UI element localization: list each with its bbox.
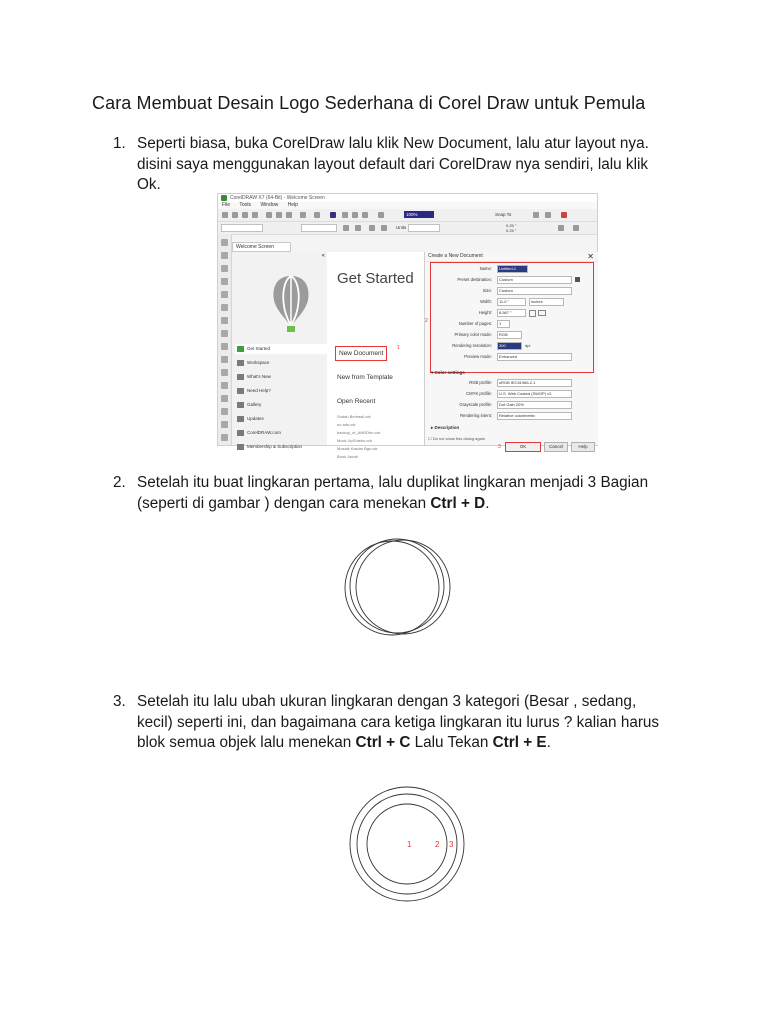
annotation-number-1: 1 (397, 345, 400, 351)
welcome-menu-label: Updates (247, 416, 264, 421)
new-icon[interactable] (222, 212, 228, 218)
welcome-menu-label: CorelDRAW.com (247, 430, 281, 435)
circle-3 (356, 540, 450, 634)
preview-mode-dropdown[interactable]: Enhanced (497, 353, 572, 361)
field-label: Preview mode: (464, 354, 492, 359)
annotation-number-3: 3 (498, 444, 501, 450)
field-label: Number of pages: (458, 321, 492, 326)
shape-tool-icon[interactable] (221, 252, 228, 259)
welcome-updates[interactable] (235, 414, 264, 424)
coreldraw-screenshot (217, 193, 598, 459)
pick-tool-icon[interactable] (573, 225, 579, 231)
recent-file[interactable]: backup_of_ANRDtm.cdr (337, 430, 381, 435)
menu-bar (218, 202, 597, 209)
welcome-menu-label: Workspace (247, 360, 270, 365)
field-width (425, 298, 595, 305)
document-title: Cara Membuat Desain Logo Sederhana di Corel Draw untuk Pemula (92, 93, 646, 113)
welcome-menu-label: What's New (247, 374, 271, 379)
freehand-tool-icon[interactable] (221, 291, 228, 298)
step-2-text (137, 473, 673, 514)
zoom-tool-icon[interactable] (221, 278, 228, 285)
concentric-circles-figure (350, 780, 470, 910)
resolution-input[interactable]: 300 (497, 342, 522, 350)
welcome-membership[interactable] (235, 442, 302, 452)
field-label: Rendering intent: (460, 413, 492, 418)
duplicate-distance[interactable]: 0.25 " (506, 228, 517, 233)
new-from-template-link[interactable]: New from Template (337, 374, 393, 381)
cut-icon[interactable] (266, 212, 272, 218)
step-1 (113, 134, 673, 196)
connector-tool-icon[interactable] (221, 382, 228, 389)
field-label: Name: (479, 266, 492, 271)
standard-toolbar (218, 209, 597, 222)
step-3-text (137, 692, 673, 754)
pages-input[interactable]: 1 (497, 320, 510, 328)
step-3 (113, 692, 673, 754)
welcome-coreldraw-com[interactable] (235, 428, 281, 438)
import-icon[interactable] (342, 212, 348, 218)
units-dropdown[interactable] (408, 224, 440, 232)
window-titlebar (218, 194, 597, 202)
ellipse-tool-icon[interactable] (221, 330, 228, 337)
menu-tools[interactable]: Tools (239, 202, 252, 208)
field-preset (425, 276, 595, 283)
paste-icon[interactable] (286, 212, 292, 218)
step-3-text-c: . (546, 734, 551, 751)
field-label: Height: (478, 310, 492, 315)
paper-size-dropdown[interactable] (221, 224, 263, 232)
step-2 (113, 473, 673, 514)
menu-file[interactable]: File (222, 202, 231, 208)
step-1-number: 1. (113, 135, 126, 152)
step-3-text-b: Lalu Tekan (410, 734, 493, 751)
step-3-text-a: Setelah itu lalu ubah ukuran lingkaran dengan 3 kategori (Besar , sedang, kecil) seperti ini, dan bagaimana cara ketiga lingkaran itu lurus ? kalian harus blok semua objek lalu menekan (137, 693, 660, 751)
circle-1 (345, 541, 439, 635)
field-label: RGB profile: (469, 380, 492, 385)
collapse-icon[interactable]: « (321, 253, 325, 259)
create-new-document-dialog (424, 252, 598, 450)
description-heading[interactable]: ▸ Description (431, 425, 460, 430)
field-pages (425, 320, 595, 327)
shortcut-ctrl-d: Ctrl + D (430, 494, 486, 512)
shortcut-ctrl-e: Ctrl + E (492, 734, 547, 751)
close-icon[interactable]: ✕ (587, 252, 594, 261)
coreldraw-logo-icon (221, 195, 227, 201)
size-dropdown[interactable]: Custom (497, 287, 572, 295)
recent-file[interactable]: Mock UpSuteko.cdr (337, 438, 372, 443)
label-1: 1 (407, 840, 412, 849)
dont-show-checkbox[interactable]: ☐ Do not show this dialog again (428, 436, 485, 441)
interactive-fill-icon[interactable] (221, 434, 228, 441)
page-dimensions[interactable] (301, 224, 337, 232)
menu-window[interactable]: Window (260, 202, 279, 208)
portrait-icon[interactable] (343, 225, 349, 231)
get-started-icon (237, 346, 244, 352)
polygon-tool-icon[interactable] (221, 343, 228, 350)
field-grayscale-profile (425, 401, 595, 408)
color-settings-heading[interactable]: ▾ Color settings (431, 370, 465, 375)
landscape-icon[interactable] (355, 225, 361, 231)
units-label: Units (396, 225, 407, 230)
snap-to-dropdown[interactable]: Snap To (495, 212, 512, 217)
options-icon[interactable] (533, 212, 539, 218)
whats-new-icon (237, 374, 244, 380)
label-2: 2 (435, 840, 440, 849)
launch-icon[interactable] (545, 212, 551, 218)
field-label: CMYK profile: (466, 391, 492, 396)
nudge-distance[interactable]: 0.25 " (506, 223, 517, 228)
welcome-sidebar (232, 252, 327, 449)
section-label: Description (434, 425, 460, 430)
step-2-number: 2. (113, 474, 126, 491)
new-document-link[interactable]: New Document (335, 346, 387, 361)
height-input[interactable]: 8.567 " (497, 309, 526, 317)
save-preset-icon[interactable] (575, 277, 580, 282)
coreldraw-com-icon (237, 430, 244, 436)
artistic-media-icon[interactable] (221, 304, 228, 311)
zoom-level[interactable]: 100% (404, 211, 434, 218)
duplicated-circles-figure (335, 528, 465, 648)
property-bar (218, 222, 597, 235)
welcome-get-started[interactable] (235, 344, 332, 354)
open-recent-heading: Open Recent (337, 398, 376, 405)
recent-file[interactable]: no ads.cdr (337, 422, 356, 427)
help-icon (237, 388, 244, 394)
all-pages-icon[interactable] (369, 225, 375, 231)
drop-shadow-icon[interactable] (221, 395, 228, 402)
recent-file[interactable]: Book Jacob (337, 454, 358, 459)
field-height (425, 309, 595, 316)
field-label: Size: (482, 288, 492, 293)
units-select[interactable]: inches (529, 298, 564, 306)
field-preview (425, 353, 595, 360)
tab-welcome-screen[interactable]: Welcome Screen (232, 242, 291, 252)
recent-file[interactable]: Sudah Berhasil.cdr (337, 414, 371, 419)
window-title: CorelDRAW X7 (64-Bit) - Welcome Screen (230, 195, 325, 201)
field-label: Primary color mode: (454, 332, 492, 337)
field-name (425, 265, 595, 272)
field-rgb-profile (425, 379, 595, 386)
help-button[interactable]: Help (571, 442, 595, 452)
pick-tool-icon[interactable] (221, 239, 228, 246)
welcome-need-help[interactable] (235, 386, 271, 396)
rendering-intent-dropdown[interactable]: Relative colorimetric (497, 412, 572, 420)
field-label: Grayscale profile: (459, 402, 492, 407)
print-icon[interactable] (252, 212, 258, 218)
welcome-whats-new[interactable] (235, 372, 271, 382)
coreldraw-icon[interactable] (561, 212, 567, 218)
copy-icon[interactable] (276, 212, 282, 218)
welcome-gallery[interactable] (235, 400, 261, 410)
crop-tool-icon[interactable] (221, 265, 228, 272)
field-label: Rendering resolution: (452, 343, 492, 348)
gallery-icon (237, 402, 244, 408)
balloon-logo-icon (270, 274, 312, 336)
label-3: 3 (449, 840, 454, 849)
grayscale-profile-dropdown[interactable]: Dot Gain 20% (497, 401, 572, 409)
step-1-text: Seperti biasa, buka CorelDraw lalu klik New Document, lalu atur layout nya. disini saya menggunakan layout default dari CorelDraw nya sendiri, lalu klik Ok. (137, 135, 649, 193)
preset-dropdown[interactable]: Custom (497, 276, 572, 284)
search-content-icon[interactable] (330, 212, 336, 218)
redo-icon[interactable] (314, 212, 320, 218)
step-2-text-b: . (485, 494, 490, 512)
step-2-text-a: Setelah itu buat lingkaran pertama, lalu duplikat lingkaran menjadi 3 Bagian (seperti di gambar ) dengan cara menekan (137, 474, 649, 512)
recent-file[interactable]: Mosaik Kasian Bgs.cdr (337, 446, 378, 451)
field-rendering-intent (425, 412, 595, 419)
name-input[interactable]: Untitled-1 (497, 265, 528, 273)
field-size (425, 287, 595, 294)
rgb-profile-dropdown[interactable]: sRGB IEC61966-2.1 (497, 379, 572, 387)
dpi-label: dpi (525, 343, 531, 348)
text-tool-icon[interactable] (221, 356, 228, 363)
welcome-menu-label: Get Started (247, 346, 271, 351)
undo-icon[interactable] (300, 212, 306, 218)
open-icon[interactable] (232, 212, 238, 218)
app-launcher-icon[interactable] (378, 212, 384, 218)
eyedropper-icon[interactable] (221, 421, 228, 428)
parallel-dimension-icon[interactable] (221, 369, 228, 376)
section-label: Color settings (434, 370, 465, 375)
publish-icon[interactable] (362, 212, 368, 218)
circle-2 (350, 539, 444, 633)
width-input[interactable]: 11.0 " (497, 298, 526, 306)
field-cmyk-profile (425, 390, 595, 397)
export-icon[interactable] (352, 212, 358, 218)
welcome-menu-label: Gallery (247, 402, 262, 407)
rectangle-tool-icon[interactable] (221, 317, 228, 324)
current-page-icon[interactable] (381, 225, 387, 231)
welcome-menu-label: Need Help? (247, 388, 271, 393)
portrait-orientation-icon[interactable] (529, 310, 536, 317)
dialog-title-text: Create a New Document (428, 253, 483, 259)
menu-help[interactable]: Help (287, 202, 298, 208)
save-icon[interactable] (242, 212, 248, 218)
get-started-heading: Get Started (337, 270, 414, 287)
cmyk-profile-dropdown[interactable]: U.S. Web Coated (SWOP) v2 (497, 390, 572, 398)
workspace-icon (237, 360, 244, 366)
welcome-menu-label: Membership & Subscription (247, 444, 303, 449)
field-label: Preset destination: (457, 277, 492, 282)
shortcut-ctrl-c: Ctrl + C (355, 734, 411, 751)
dialog-title (425, 252, 598, 262)
welcome-workspace[interactable] (235, 358, 269, 368)
transparency-icon[interactable] (221, 408, 228, 415)
membership-icon (237, 444, 244, 450)
landscape-orientation-icon[interactable] (538, 310, 546, 316)
checkbox-label: Do not show this dialog again (432, 436, 485, 441)
updates-icon (237, 416, 244, 422)
field-resolution (425, 342, 595, 349)
step-3-number: 3. (113, 693, 126, 710)
field-label: Width: (480, 299, 492, 304)
cancel-button[interactable]: Cancel (544, 442, 568, 452)
get-started-panel (327, 252, 427, 459)
field-color-mode (425, 331, 595, 338)
zoom-tool-icon[interactable] (558, 225, 564, 231)
annotation-number-2: 2 (425, 318, 428, 324)
color-mode-dropdown[interactable]: RGB (497, 331, 522, 339)
toolbox (218, 234, 232, 445)
ok-button[interactable]: OK (505, 442, 541, 452)
